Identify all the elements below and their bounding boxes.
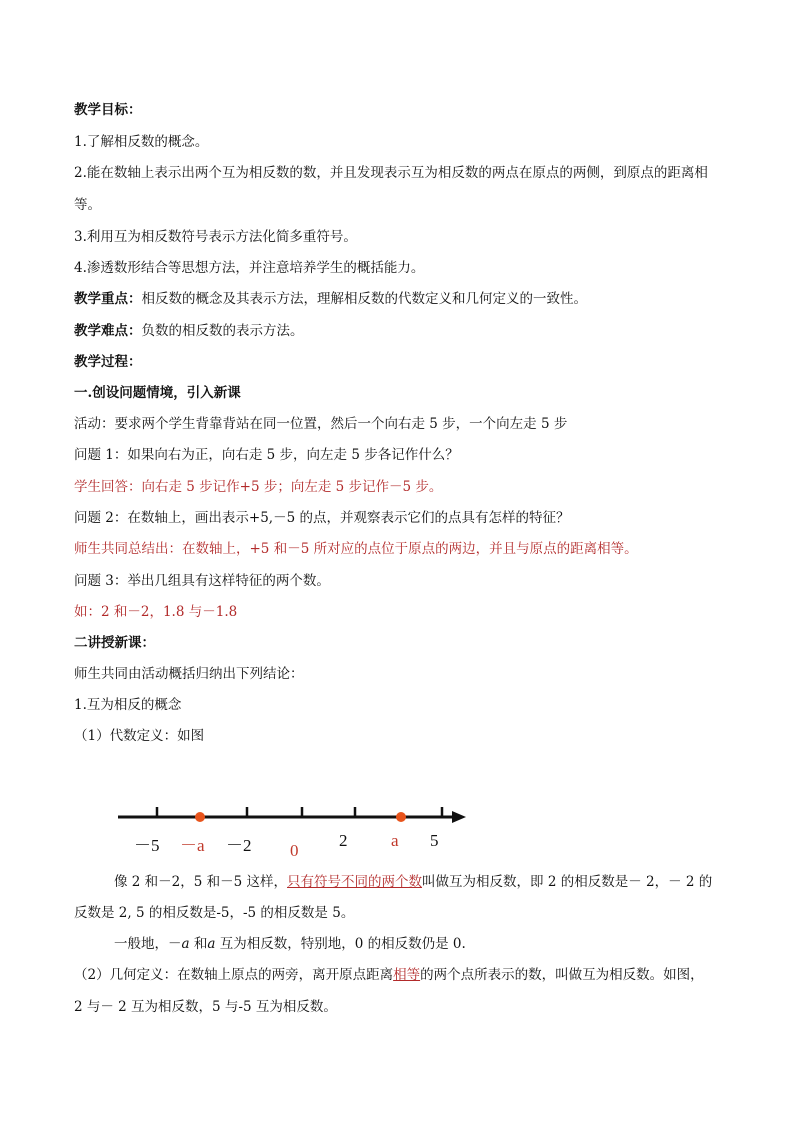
axis-arrow-icon <box>452 811 466 823</box>
question-1: 问题 1：如果向右为正，向右走 5 步，向左走 5 步各记作什么？ <box>74 447 459 463</box>
label-a: a <box>391 831 399 850</box>
label-neg2: －2 <box>226 836 252 855</box>
label-neg5: －5 <box>134 836 160 855</box>
point-neg-a <box>195 812 205 822</box>
difficulty <box>74 322 304 340</box>
goal-item-1: 1.了解相反数的概念。 <box>74 134 209 150</box>
difficulty-label: 教学难点： <box>74 323 142 339</box>
goal-item-2: 2.能在数轴上表示出两个互为相反数的数，并且发现表示互为相反数的两点在原点的两侧，到原点的距离相 <box>74 165 708 181</box>
label-2: 2 <box>339 831 348 850</box>
geo-def-line1 <box>74 966 704 984</box>
section2-title: 二讲授新课： <box>74 635 155 651</box>
para2-var1: a <box>181 936 190 952</box>
key-point <box>74 290 587 308</box>
difficulty-text: 负数的相反数的表示方法。 <box>141 323 304 339</box>
para2-var2: a <box>207 936 216 952</box>
number-line <box>0 780 794 860</box>
point-a <box>396 812 406 822</box>
label-neg-a: －a <box>180 836 205 855</box>
para1-pre: 像 2 和－2，5 和－5 这样， <box>114 874 288 890</box>
section2-intro: 师生共同由活动概括归纳出下列结论： <box>74 666 304 682</box>
geo-def-line2: 2 与－ 2 互为相反数，5 与-5 互为相反数。 <box>74 999 337 1015</box>
key-point-label: 教学重点： <box>74 291 142 307</box>
geo-underline: 相等 <box>393 967 421 983</box>
para2-c: 互为相反数，特别地，0 的相反数仍是 0. <box>215 936 466 952</box>
concept-heading: 1.互为相反的概念 <box>74 697 182 713</box>
question-3: 问题 3：举出几组具有这样特征的两个数。 <box>74 573 330 589</box>
section1-title: 一.创设问题情境，引入新课 <box>74 385 241 401</box>
para2 <box>114 935 466 953</box>
question-2: 问题 2：在数轴上，画出表示+5,－5 的点，并观察表示它们的点具有怎样的特征？ <box>74 510 570 526</box>
para2-b: 和 <box>189 936 208 952</box>
goal-item-3: 3.利用互为相反数符号表示方法化简多重符号。 <box>74 229 357 245</box>
para1-line2: 反数是 2, 5 的相反数是-5，-5 的相反数是 5。 <box>74 905 355 921</box>
para1-post: 叫做互为相反数，即 2 的相反数是－ 2，－ 2 的 <box>422 874 713 890</box>
para1-underline: 只有符号不同的两个数 <box>287 874 423 890</box>
key-point-text: 相反数的概念及其表示方法，理解相反数的代数定义和几何定义的一致性。 <box>141 291 587 307</box>
answer-3: 如：2 和－2，1.8 与－1.8 <box>74 604 238 620</box>
geo-post: 的两个点所表示的数，叫做互为相反数。如图， <box>420 967 704 983</box>
label-5: 5 <box>430 831 439 850</box>
para1-line1 <box>114 873 712 891</box>
answer-2: 师生共同总结出：在数轴上，+5 和－5 所对应的点位于原点的两边，并且与原点的距离相等。 <box>74 541 638 557</box>
algebraic-def-heading: （1）代数定义：如图 <box>74 728 205 744</box>
goals-title: 教学目标： <box>74 102 142 118</box>
activity-text: 活动：要求两个学生背靠背站在同一位置，然后一个向右走 5 步，一个向左走 5 步 <box>74 416 568 432</box>
label-zero: 0 <box>290 841 299 860</box>
process-title: 教学过程： <box>74 354 142 370</box>
goal-item-4: 4.渗透数形结合等思想方法，并注意培养学生的概括能力。 <box>74 260 425 276</box>
answer-1: 学生回答：向右走 5 步记作+5 步；向左走 5 步记作－5 步。 <box>74 479 443 495</box>
goal-item-2-cont: 等。 <box>74 197 101 213</box>
geo-pre: （2）几何定义：在数轴上原点的两旁，离开原点距离 <box>74 967 394 983</box>
para2-a: 一般地，－ <box>114 936 182 952</box>
